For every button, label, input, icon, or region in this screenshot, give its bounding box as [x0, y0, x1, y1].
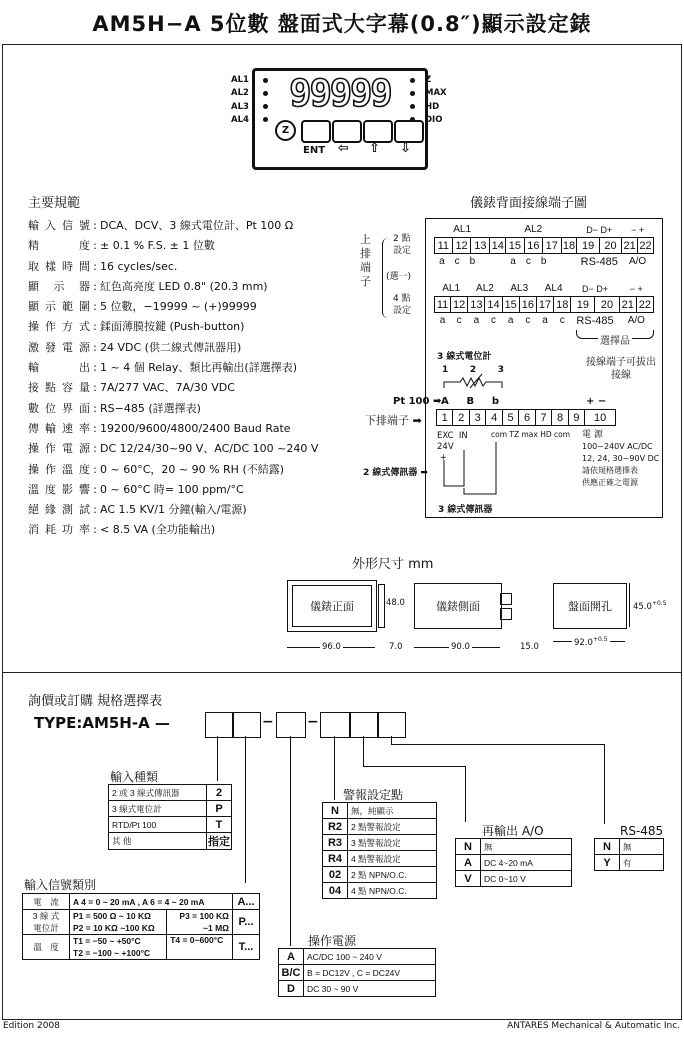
specs-heading: 主要規範 [28, 196, 81, 211]
dim-45: $45.0^{+0.5}$ [633, 600, 667, 612]
transmitter-wiring-icon [430, 440, 510, 500]
al1-header-4: AL1 [435, 281, 468, 297]
pot-code: P... [233, 910, 260, 935]
terminal-number: 13 [468, 297, 485, 313]
label-al4: AL4 [231, 114, 249, 125]
spec-row [28, 297, 318, 317]
spec-value: 7A/277 VAC、7A/30 VDC [100, 381, 235, 395]
option-row [323, 819, 437, 835]
option-row [279, 965, 436, 981]
dims-heading: 外形尺寸 mm [352, 557, 434, 572]
wiring-heading: 儀錶背面接線端子圖 [470, 196, 588, 211]
alarm-title: 警報設定點 [343, 788, 404, 802]
option-code: B/C [279, 965, 304, 981]
left-arrow-icon: ⇦ [338, 141, 349, 156]
option-code: N [456, 839, 481, 855]
spec-key: 輸入信號 [28, 219, 90, 232]
spec-value: 0 ~ 60°C，20 ~ 90 % RH (不結露) [100, 462, 285, 476]
option-row [109, 785, 232, 801]
footer-company: ANTARES Mechanical & Automatic Inc. [507, 1021, 680, 1031]
option-code: A [456, 855, 481, 871]
terminal-number: 2 [453, 410, 469, 426]
option-row [323, 883, 437, 899]
dim-15: 15.0 [520, 642, 539, 652]
front-view-box [287, 580, 377, 632]
option-code: N [595, 839, 620, 855]
input-signal-title: 輸入信號類別 [24, 878, 97, 892]
terminal-number: 19 [577, 238, 599, 254]
connector-line [391, 744, 604, 745]
terminal-number: 18 [562, 239, 576, 252]
label-al1: AL1 [231, 75, 249, 85]
terminal-table-4pt [434, 281, 654, 328]
abb-labels: A B b [441, 396, 499, 407]
up-key[interactable] [363, 120, 393, 143]
terminal-number: 21 [619, 297, 636, 313]
spec-value: RS−485 (詳選擇表) [100, 401, 201, 415]
pt100-label: Pt 100 ➡ [393, 396, 442, 407]
option-label: 選擇品 [598, 332, 632, 347]
spec-key: 絕緣測試 [28, 503, 90, 517]
t-a: a [507, 315, 514, 326]
connector-line [391, 736, 392, 744]
dash: − [307, 714, 319, 730]
option-desc: 2 或 3 線式傳訊器 [109, 785, 207, 801]
spec-value: < 8.5 VA (全功能輸出) [100, 523, 216, 537]
terminal-number: 12 [452, 238, 471, 254]
code-slot-input-signal [233, 712, 261, 738]
connector-line [334, 736, 335, 800]
terminal-number: 14 [491, 239, 504, 252]
led-display [283, 72, 397, 115]
terminal-number: 19 [571, 297, 595, 313]
option-row [109, 833, 232, 850]
up-arrow-icon: ⇧ [369, 141, 380, 156]
connector-icon [500, 608, 512, 620]
terminal-number: 17 [543, 238, 561, 254]
connector-line [363, 766, 465, 767]
temp-code: T... [233, 935, 260, 960]
ao-header-4: − + [619, 281, 653, 297]
spec-colon: : [93, 381, 97, 395]
ent-key[interactable] [301, 120, 331, 143]
input-type-table [108, 784, 232, 850]
option-code: 指定 [207, 833, 232, 850]
rs485-title: RS-485 [620, 824, 664, 838]
spec-colon: : [93, 320, 97, 334]
spec-key: 取樣時間 [28, 259, 90, 273]
option-code: Y [595, 855, 620, 871]
option-desc: 3 線式電位計 [109, 801, 207, 817]
option-code: R2 [323, 819, 348, 835]
terminal-number: 7 [535, 410, 551, 426]
exc-label: EXC IN 24V + [437, 431, 468, 463]
current-code: A... [233, 894, 260, 910]
terminal-number: 17 [536, 297, 553, 313]
spec-colon: : [93, 503, 97, 517]
terminal-number: 1 [437, 410, 453, 426]
spec-colon: : [93, 219, 97, 232]
power-table [278, 948, 436, 997]
dim-48: 48.0 [386, 598, 405, 608]
spec-value: 紅色高亮度 LED 0.8" (20.3 mm) [100, 279, 268, 293]
spec-key: 操作方式 [28, 320, 90, 334]
connector-line [217, 736, 218, 781]
label-z: Z [425, 75, 432, 85]
connector-line [604, 744, 605, 824]
option-row [456, 839, 572, 855]
dim-7: 7.0 [389, 642, 403, 652]
spec-value: 19200/9600/4800/2400 Baud Rate [100, 421, 291, 435]
pot-signal-label: 3 線 式 電位計 [23, 910, 70, 935]
spec-key: 接點容量 [28, 381, 90, 395]
spec-row [28, 277, 318, 297]
option-desc: 其 他 [109, 833, 207, 850]
al2-terminals: acb [510, 256, 557, 267]
option-code: N [323, 803, 348, 819]
spec-row [28, 520, 318, 540]
option-note: 接線端子可拔出接線 [586, 357, 656, 381]
option-code: 02 [323, 867, 348, 883]
cutout-box [553, 583, 627, 629]
spec-key: 激發電源 [28, 340, 90, 354]
option-desc: AC/DC 100 ~ 240 V [304, 949, 436, 965]
footer-edition: Edition 2008 [3, 1021, 60, 1031]
three-wire-label: 3 線式傳訊器 [438, 505, 493, 515]
pot-numbers: 1 2 3 [442, 365, 504, 375]
spec-value: 1 ~ 4 個 Relay、類比再輸出(詳選擇表) [100, 361, 298, 375]
t-a: a [473, 315, 480, 326]
meter-right-labels [425, 74, 447, 127]
alarm-table [322, 802, 437, 899]
front-view-label: 儀錶正面 [310, 600, 354, 613]
pot-range-2: P3 = 100 KΩ ~1 MΩ [167, 910, 233, 935]
spec-value: DCA、DCV、3 線式電位計、Pt 100 Ω [100, 219, 294, 232]
spec-key: 數位界面 [28, 401, 90, 415]
option-row [595, 855, 664, 871]
option-row [279, 981, 436, 997]
spec-value: 5 位數，−19999 ~ (+)99999 [100, 300, 257, 314]
code-slot-power [276, 712, 306, 738]
option-row [109, 817, 232, 833]
al2-header: AL2 [506, 222, 561, 238]
spec-colon: : [93, 361, 97, 375]
option-row [323, 867, 437, 883]
spec-value: DC 12/24/30~90 V、AC/DC 100 ~240 V [100, 442, 319, 456]
spec-row [28, 480, 318, 500]
spec-row [28, 460, 318, 480]
spec-key: 操作電源 [28, 442, 90, 456]
spec-colon: : [93, 300, 97, 314]
spec-row [28, 500, 318, 520]
spec-value: 0 ~ 60°C 時= 100 ppm/°C [100, 482, 244, 496]
down-key[interactable] [394, 120, 424, 143]
spec-key: 顯示範圍 [28, 300, 90, 314]
left-key[interactable] [332, 120, 362, 143]
bezel-icon [378, 584, 385, 628]
ao-label: A/O [628, 256, 647, 267]
option-code: 04 [323, 883, 348, 899]
spec-key: 顯示器 [28, 279, 90, 293]
option-desc: DC 0~10 V [481, 871, 572, 887]
rs485-table [594, 838, 664, 871]
rs485-header: D− D+ [577, 222, 622, 238]
spec-colon: : [93, 239, 97, 253]
select-one-label: (選一) [386, 272, 412, 282]
option-desc: 4 點警報設定 [348, 851, 437, 867]
spec-key: 傳輸速率 [28, 421, 90, 435]
meter-front-panel [252, 68, 428, 170]
terminal-number: 5 [502, 410, 518, 426]
input-signal-table [22, 893, 260, 960]
option-desc: RTD/Pt 100 [109, 817, 207, 833]
dim-line [629, 583, 630, 627]
reout-title: 再輸出 A/O [482, 824, 544, 838]
display-digits: 99999 [289, 72, 391, 115]
terminal-number: 15 [502, 297, 519, 313]
al3-header-4: AL3 [502, 281, 536, 297]
two-point-label: 2 點設定 [393, 234, 412, 256]
spec-colon: : [93, 340, 97, 354]
input-type-title: 輸入種類 [110, 770, 159, 784]
spec-row [28, 317, 318, 337]
reout-table [455, 838, 572, 887]
t-c: c [456, 315, 462, 326]
cutout-label: 盤面開孔 [568, 600, 612, 613]
dim-90: 90.0 [451, 642, 470, 652]
option-desc: DC 30 ~ 90 V [304, 981, 436, 997]
terminal-number: 8 [552, 410, 568, 426]
brace-icon [382, 238, 391, 318]
terminal-number: 16 [524, 238, 542, 254]
spec-colon: : [93, 279, 97, 293]
t-a: a [542, 315, 548, 326]
terminal-number: 22 [639, 239, 652, 252]
terminal-number: 22 [636, 297, 653, 313]
rs485-label-4: RS-485 [576, 314, 614, 327]
connector-line [363, 736, 364, 766]
al1-terminals: acb [439, 256, 486, 267]
spec-key: 輸出 [28, 361, 90, 375]
al4-header-4: AL4 [536, 281, 570, 297]
option-row [456, 871, 572, 887]
label-al3: AL3 [231, 101, 249, 112]
option-code: T [207, 817, 232, 833]
option-desc: 無 [620, 839, 664, 855]
option-desc: 3 點警報設定 [348, 835, 437, 851]
temp-label: 溫 度 [23, 935, 70, 960]
spec-colon: : [93, 401, 97, 415]
rs485-header-4: D− D+ [571, 281, 619, 297]
al2-header-4: AL2 [468, 281, 502, 297]
connector-line [465, 766, 466, 822]
spec-key: 精度 [28, 239, 90, 253]
option-desc: 無 [481, 839, 572, 855]
down-arrow-icon: ⇩ [400, 141, 411, 156]
spec-key: 消耗功率 [28, 523, 90, 537]
spec-value: AC 1.5 KV/1 分鐘(輸入/電源) [100, 503, 247, 517]
t-c: c [491, 315, 497, 326]
led-al4 [263, 117, 268, 122]
spec-value: 24 VDC (供二線式傳訊器用) [100, 340, 242, 354]
terminal-number: 4 [486, 410, 502, 426]
terminal-number: 16 [519, 297, 536, 313]
meter-left-labels [231, 74, 249, 127]
code-slot-alarm [320, 712, 350, 738]
page-title: AM5H−A 5位數 盤面式大字幕(0.8″)顯示設定錶 [92, 12, 592, 36]
current-label: 電 流 [23, 894, 70, 910]
led-al1 [263, 78, 268, 83]
spec-key: 操作溫度 [28, 462, 90, 476]
ao-label-4: A/O [627, 315, 645, 326]
terminal-number: 15 [506, 238, 524, 254]
label-max: MAX [425, 88, 447, 99]
terminal-number: 20 [595, 297, 619, 313]
terminal-number: 11 [435, 238, 453, 254]
rs485-label: RS-485 [580, 255, 618, 268]
terminal-number: 3 [469, 410, 485, 426]
option-code: 2 [207, 785, 232, 801]
com-labels: com TZ max HD com [491, 430, 571, 439]
led-z [410, 78, 415, 83]
dim-96: 96.0 [322, 642, 341, 652]
terminal-number: 12 [451, 297, 468, 313]
option-code: R4 [323, 851, 348, 867]
spec-row [28, 439, 318, 459]
spec-colon: : [93, 462, 97, 476]
spec-row [28, 338, 318, 358]
option-row [323, 835, 437, 851]
spec-list [28, 216, 318, 541]
spec-colon: : [93, 523, 97, 537]
zero-button[interactable]: Z [275, 120, 296, 141]
spec-row [28, 358, 318, 378]
ent-label: ENT [303, 145, 326, 156]
spec-key: 溫度影響 [28, 482, 90, 496]
spec-colon: : [93, 482, 97, 496]
terminal-number: 18 [554, 297, 571, 313]
spec-colon: : [93, 442, 97, 456]
t-c: c [559, 315, 565, 326]
power-polarity: + − [586, 396, 607, 407]
option-row [323, 851, 437, 867]
terminal-table-2pt [434, 222, 654, 269]
spec-row [28, 399, 318, 419]
type-code: TYPE:AM5H-A — [34, 714, 170, 732]
led-max [410, 91, 415, 96]
terminal-number: 13 [471, 238, 490, 254]
terminal-number: 10 [585, 410, 616, 426]
option-desc: 有 [620, 855, 664, 871]
pot-range-1: P1 = 500 Ω ~ 10 KΩ P2 = 10 KΩ ~100 KΩ [70, 910, 167, 935]
pot-label: 3 線式電位計 [437, 352, 492, 362]
option-row [323, 803, 437, 819]
connector-line [290, 736, 291, 946]
side-view-label: 儀錶側面 [436, 600, 480, 613]
label-al2: AL2 [231, 88, 249, 99]
option-desc: 2 點 NPN/O.C. [348, 867, 437, 883]
connector-line [245, 736, 246, 883]
terminal-number: 6 [519, 410, 535, 426]
section-divider [2, 672, 682, 673]
side-view-box [414, 583, 502, 629]
power-title: 操作電源 [308, 934, 357, 948]
option-code: P [207, 801, 232, 817]
option-row [595, 839, 664, 855]
option-code: V [456, 871, 481, 887]
option-desc: 4 點 NPN/O.C. [348, 883, 437, 899]
current-range: A 4 = 0 ~ 20 mA , A 6 = 4 ~ 20 mA [70, 894, 233, 910]
terminal-number: 14 [485, 297, 502, 313]
label-dio: DIO [425, 114, 443, 125]
option-desc: 2 點警報設定 [348, 819, 437, 835]
option-code: R3 [323, 835, 348, 851]
spec-row [28, 419, 318, 439]
led-hd [410, 104, 415, 109]
dim-92: $92.0^{+0.5}$ [574, 636, 608, 648]
potentiometer-icon [440, 372, 510, 392]
temp-range-1: T1 = −50 ~ +50°C T2 = −100 ~ +100°C [70, 935, 167, 960]
code-slot-reout [350, 712, 378, 738]
terminal-number: 11 [435, 297, 451, 313]
led-al3 [263, 104, 268, 109]
spec-row [28, 378, 318, 398]
option-row [279, 949, 436, 965]
power-info: 電 源 100~240V AC/DC 12, 24, 30~90V DC 請依規格選擇表 供應正確之電源 [582, 430, 660, 487]
dash: − [262, 714, 274, 730]
connector-icon [500, 593, 512, 605]
two-wire-label: 2 線式傳訊器 ➡ [363, 468, 429, 478]
spec-row [28, 257, 318, 277]
terminal-number: 20 [599, 238, 621, 254]
code-slot-rs485 [378, 712, 406, 738]
option-row [456, 855, 572, 871]
spec-value: 16 cycles/sec. [100, 259, 178, 273]
terminal-number: 21 [623, 239, 636, 252]
label-hd: HD [425, 101, 440, 112]
t-a: a [439, 315, 446, 326]
terminal-number: 9 [568, 410, 584, 426]
option-code: A [279, 949, 304, 965]
option-desc: DC 4~20 mA [481, 855, 572, 871]
al1-header: AL1 [435, 222, 490, 238]
spec-row [28, 216, 318, 236]
spec-value: 鍒面薄膜按鍵 (Push-button) [100, 320, 245, 334]
option-desc: B = DC12V , C = DC24V [304, 965, 436, 981]
led-al2 [263, 91, 268, 96]
spec-row [28, 236, 318, 256]
temp-range-2: T4 = 0~600°C [167, 935, 233, 960]
option-desc: 無，純顯示 [348, 803, 437, 819]
lower-terminal-label: 下排端子 ➡ [365, 414, 422, 427]
terminal-table-lower [436, 409, 616, 426]
spec-colon: : [93, 259, 97, 273]
ao-header: − + [622, 222, 654, 238]
option-code: D [279, 981, 304, 997]
order-heading: 詢價或訂購 規格選擇表 [28, 694, 163, 709]
code-slot-input-type [205, 712, 233, 738]
t-c: c [525, 315, 531, 326]
option-row [109, 801, 232, 817]
four-point-label: 4 點設定 [393, 294, 412, 316]
upper-terminal-label: 上排端子 [360, 233, 371, 288]
spec-colon: : [93, 421, 97, 435]
spec-value: ± 0.1 % F.S. ± 1 位數 [100, 239, 215, 253]
